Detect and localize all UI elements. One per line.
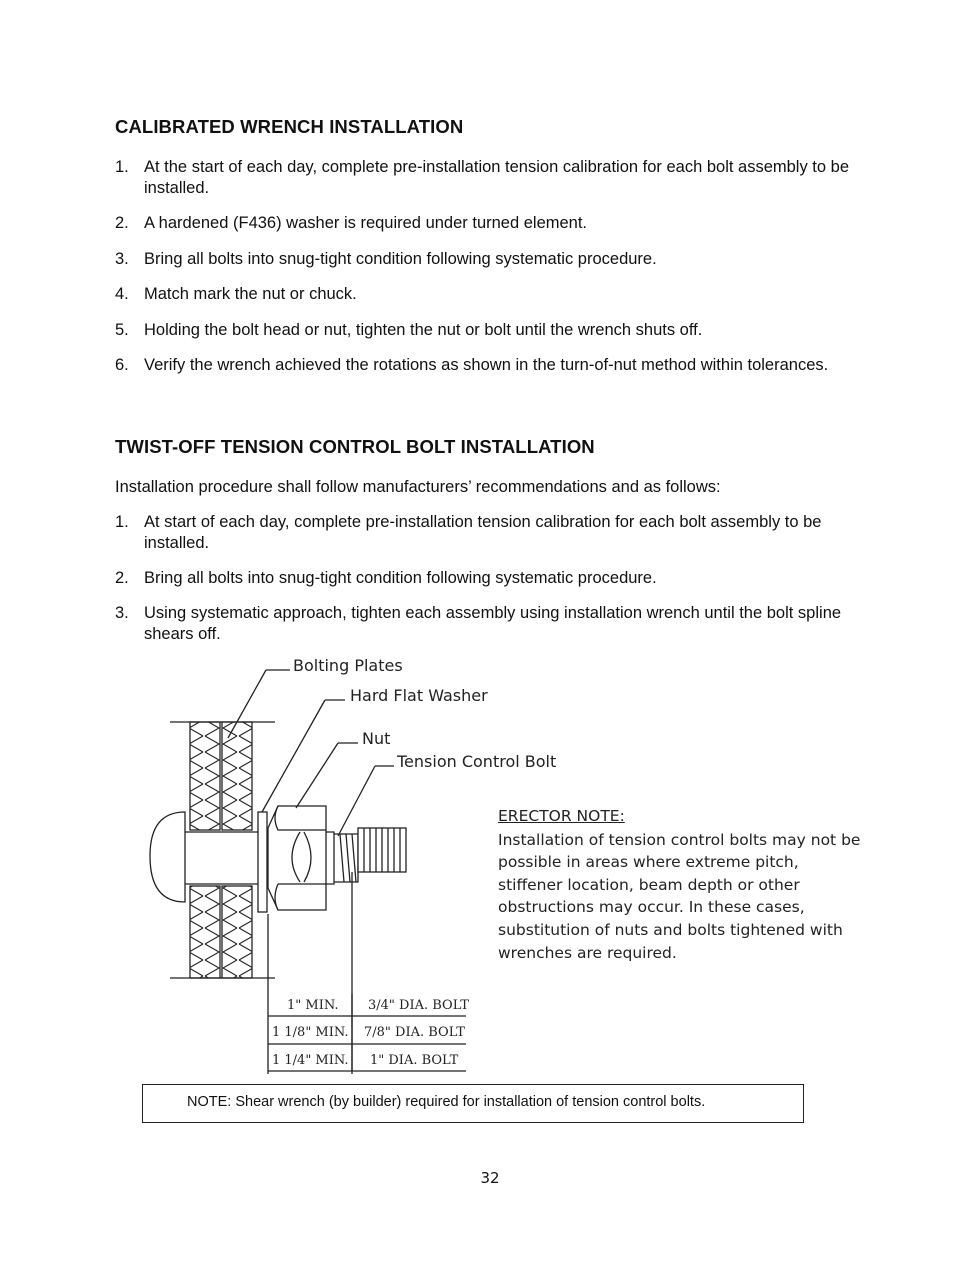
list-text: Holding the bolt head or nut, tighten the nut or bolt until the wrench shuts off. xyxy=(144,321,703,339)
table-dia-2: 7/8" DIA. BOLT xyxy=(364,1025,465,1040)
list-text: Verify the wrench achieved the rotations as shown in the turn-of-nut method within tolerances. xyxy=(144,356,829,374)
list-text: Bring all bolts into snug-tight condition following systematic procedure. xyxy=(144,250,657,268)
list-text: Using systematic approach, tighten each assembly using installation wrench until the bolt spline shears off. xyxy=(144,604,842,643)
erector-note-title: ERECTOR NOTE: xyxy=(498,807,625,825)
list-number: 2. xyxy=(115,214,129,232)
list-number: 6. xyxy=(115,356,129,374)
section-heading-twist-off: TWIST-OFF TENSION CONTROL BOLT INSTALLATION xyxy=(115,436,595,457)
table-min-1: 1" MIN. xyxy=(287,998,339,1013)
label-tension-control-bolt: Tension Control Bolt xyxy=(397,752,557,771)
label-bolting-plates: Bolting Plates xyxy=(293,656,403,675)
list-number: 3. xyxy=(115,250,129,268)
list-text: Bring all bolts into snug-tight condition following systematic procedure. xyxy=(144,569,657,587)
list-text: At start of each day, complete pre-installation tension calibration for each bolt assembly to be installed. xyxy=(144,513,822,552)
list-number: 2. xyxy=(115,569,129,587)
list-number: 3. xyxy=(115,604,129,622)
label-nut: Nut xyxy=(362,729,391,748)
list-number: 1. xyxy=(115,513,129,531)
label-hard-flat-washer: Hard Flat Washer xyxy=(350,686,488,705)
note-box xyxy=(142,1084,804,1123)
list-text: At the start of each day, complete pre-installation tension calibration for each bolt assembly to be installed. xyxy=(144,158,849,197)
erector-note xyxy=(498,805,868,964)
section-intro: Installation procedure shall follow manufacturers’ recommendations and as follows: xyxy=(115,478,721,496)
list-text: A hardened (F436) washer is required under turned element. xyxy=(144,214,588,232)
erector-note-body: Installation of tension control bolts may not be possible in areas where extreme pitch, stiffener location, beam depth or other obstructions may occur. In these cases, substitution of nuts and bolts tightened with wrenches are required. xyxy=(498,830,861,962)
list-number: 5. xyxy=(115,321,129,339)
section-heading-calibrated-wrench: CALIBRATED WRENCH INSTALLATION xyxy=(115,116,464,137)
table-min-3: 1 1/4" MIN. xyxy=(272,1053,349,1068)
page-number: 32 xyxy=(480,1169,500,1187)
table-dia-3: 1" DIA. BOLT xyxy=(370,1053,459,1068)
table-min-2: 1 1/8" MIN. xyxy=(272,1025,349,1040)
list-text: Match mark the nut or chuck. xyxy=(144,285,357,303)
list-number: 4. xyxy=(115,285,129,303)
table-dia-1: 3/4" DIA. BOLT xyxy=(368,998,469,1013)
note-text: NOTE: Shear wrench (by builder) required for installation of tension control bolts. xyxy=(187,1094,706,1110)
list-number: 1. xyxy=(115,158,129,176)
